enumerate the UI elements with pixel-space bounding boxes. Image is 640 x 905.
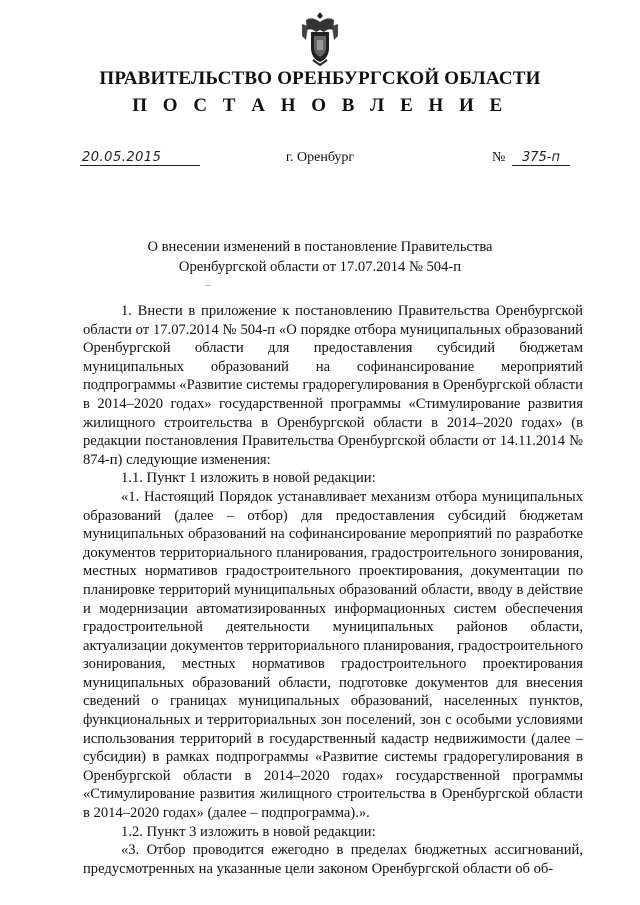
document-subject (100, 237, 540, 277)
document-city: г. Оренбург (285, 150, 355, 165)
coat-of-arms-icon (300, 10, 340, 66)
document-date: 20.05.2015 (80, 150, 200, 166)
body-paragraph: 1. Внести в приложение к постановлению Правительства Оренбургской области от 17.07.2014 № 504-п «О порядке отбора муниципальных образований Оренбургской области для предоставления субсидий бюджетам муниципальных образований на софинансирование мероприятий подпрограммы «Развитие системы градорегулирования в Оренбургской области в 2014–2020 годах» государственной программы «Стимулирование развития жилищного строительства в Оренбургской области в 2014–2020 годах» (в редакции постановления Правительства Оренбургской области от 14.11.2014 № 874-п) следующие изменения: (83, 303, 583, 468)
subject-line: О внесении изменений в постановление Правительства (147, 239, 493, 255)
subject-line: Оренбургской области от 17.07.2014 № 504-п (178, 259, 462, 275)
document-meta-row (0, 150, 640, 174)
emblem-drawing (300, 10, 340, 66)
body-paragraph: «1. Настоящий Порядок устанавливает механизм отбора муниципальных образований (далее – отбор) для предоставления субсидий бюджетам муниципальных образований на софинансирование мероприятий по разработке документов территориального планирования, градостроительного зонирования, местных нормативов градостроительного проектирования, документации по планировке территорий муниципальных образований области, вводу в действие и модернизации автоматизированных информационных систем обеспечения градостроительной деятельности муниципальных районов области, актуализации документов территориального планирования, градостроительного зонирования, местных нормативов градостроительного проектирования муниципальных образований области, подготовке документов для внесения сведений о границах муниципальных образований, населенных пунктов, функциональных и территориальных зон поселений, зон с особыми условиями использования территорий в государственный кадастр недвижимости (далее – субсидии) в рамках подпрограммы «Развитие системы градорегулирования в Оренбургской области в 2014–2020 годах» государственной программы «Стимулирование развития жилищного строительства в Оренбургской области в 2014–2020 годах» (далее – подпрограмма).». (83, 488, 583, 822)
body-paragraph: 1.2. Пункт 3 изложить в новой редакции: (121, 823, 376, 840)
scan-mark (205, 285, 211, 286)
document-number: 375-п (512, 150, 570, 166)
document-number-label: № (492, 150, 506, 165)
document-type-title: П О С Т А Н О В Л Е Н И Е (132, 95, 508, 116)
body-paragraph: 1.1. Пункт 1 изложить в новой редакции: (121, 470, 376, 487)
document-body (83, 302, 583, 878)
government-title: ПРАВИТЕЛЬСТВО ОРЕНБУРГСКОЙ ОБЛАСТИ (99, 68, 541, 89)
body-paragraph: «3. Отбор проводится ежегодно в пределах бюджетных ассигнований, предусмотренных на указанные цели законом Оренбургской области об об- (83, 842, 583, 877)
